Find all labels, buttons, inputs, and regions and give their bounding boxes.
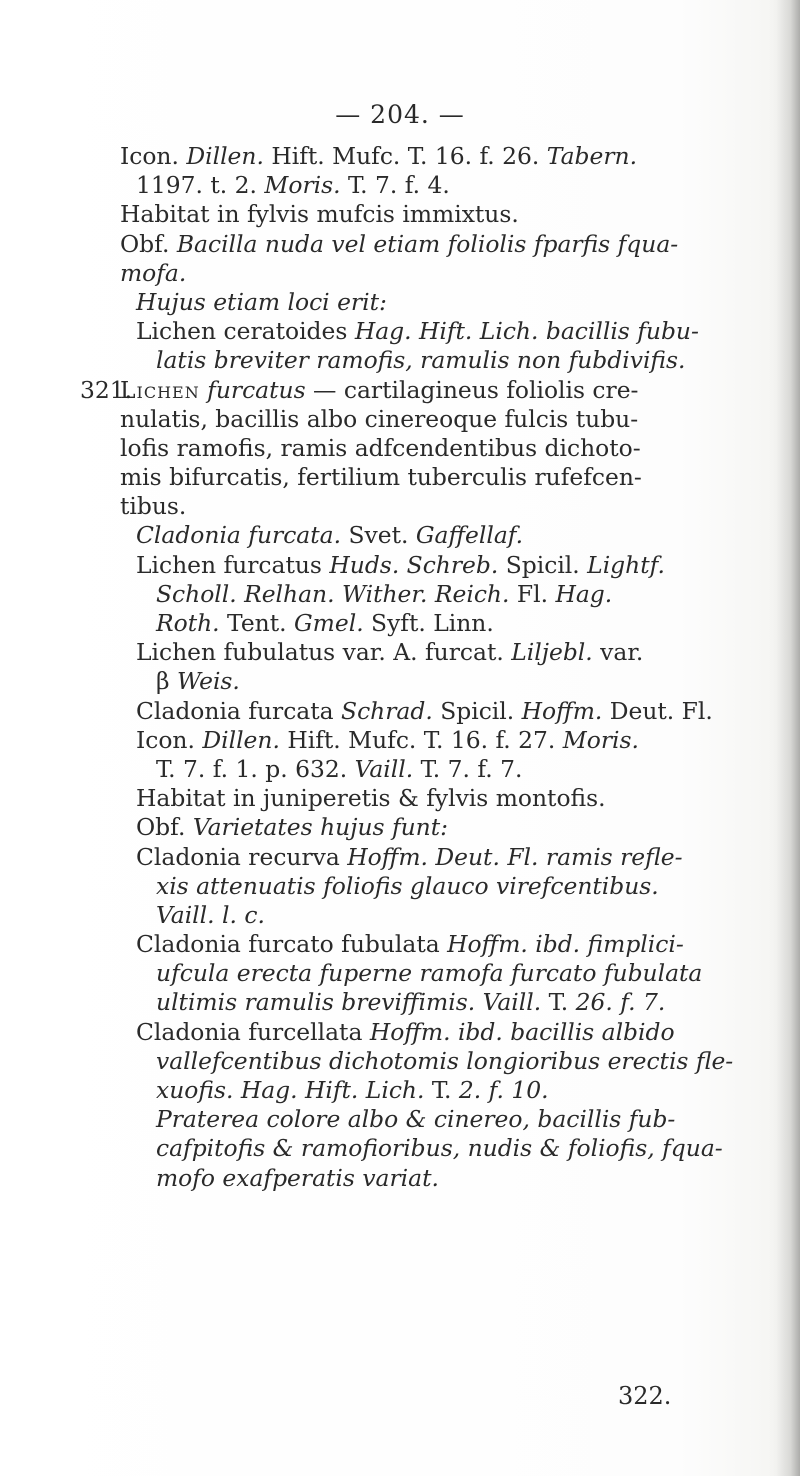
text-segment: T. bbox=[541, 988, 576, 1017]
text-line bbox=[120, 346, 770, 375]
italic-segment: Hag. bbox=[555, 579, 613, 608]
italic-segment: Weis. bbox=[176, 667, 240, 696]
text-line bbox=[120, 667, 770, 696]
text-segment: Cladonia furcato fubulata bbox=[136, 930, 448, 959]
text-line bbox=[120, 1076, 770, 1105]
italic-segment: Lightf. bbox=[587, 550, 665, 579]
text-segment: var. bbox=[592, 638, 644, 667]
italic-segment: Hoffm. Deut. Fl. ramis refle- bbox=[347, 842, 683, 871]
text-line bbox=[120, 843, 770, 872]
text-line bbox=[120, 1047, 770, 1076]
italic-segment: Bacilla nuda vel etiam foliolis fparfis fqua- bbox=[176, 229, 679, 258]
text-line bbox=[120, 492, 770, 521]
text-segment: — cartilagineus foliolis cre- bbox=[305, 375, 639, 404]
text-segment: Lichen fubulatus var. A. furcat. bbox=[136, 638, 512, 667]
text-segment: Cladonia recurva bbox=[136, 842, 348, 871]
italic-segment: Hoffm. bbox=[521, 696, 603, 725]
italic-segment: Hag. Hift. Lich. bacillis fubu- bbox=[354, 317, 699, 346]
text-segment: Spicil. bbox=[498, 550, 588, 579]
italic-segment: Hujus etiam loci erit: bbox=[136, 287, 387, 316]
text-line bbox=[120, 434, 770, 463]
text-segment: Cladonia furcellata bbox=[136, 1017, 370, 1046]
text-segment: mis bifurcatis, fertilium tuberculis rufefcen- bbox=[120, 463, 642, 492]
text-line bbox=[120, 142, 770, 171]
italic-segment: ultimis ramulis breviffimis. Vaill. bbox=[156, 988, 542, 1017]
italic-segment: Praterea colore albo & cinereo, bacillis fub- bbox=[156, 1105, 676, 1134]
text-segment: Lichen furcatus bbox=[136, 550, 330, 579]
text-segment: Hift. Mufc. T. 16. f. 26. bbox=[263, 142, 547, 170]
text-line bbox=[120, 930, 770, 959]
text-line bbox=[120, 609, 770, 638]
text-line bbox=[120, 580, 770, 609]
text-segment: T. 7. f. 4. bbox=[340, 171, 450, 200]
italic-segment: Liljebl. bbox=[511, 638, 593, 667]
text-line bbox=[120, 697, 770, 726]
italic-segment: ufcula erecta fuperne ramofa furcato fubulata bbox=[156, 959, 703, 988]
italic-segment: Cladonia furcata. bbox=[136, 521, 342, 550]
italic-segment: xis attenuatis foliofis glauco virefcentibus. bbox=[156, 871, 659, 900]
italic-segment: Huds. Schreb. bbox=[329, 550, 499, 579]
text-line bbox=[120, 1134, 770, 1163]
text-segment: tibus. bbox=[120, 492, 187, 521]
page-number: — 204. — bbox=[335, 100, 465, 129]
text-line bbox=[120, 959, 770, 988]
italic-segment: mofo exafperatis variat. bbox=[156, 1163, 439, 1192]
italic-segment: 26. f. 7. bbox=[575, 988, 666, 1017]
text-segment: Fl. bbox=[509, 579, 556, 608]
text-segment: T. bbox=[424, 1076, 459, 1104]
text-segment: T. 7. f. 7. bbox=[413, 754, 523, 783]
italic-segment: 2. f. 10. bbox=[458, 1076, 549, 1104]
italic-segment: Dillen. bbox=[186, 142, 264, 170]
text-line bbox=[120, 784, 770, 813]
text-line bbox=[120, 288, 770, 317]
text-segment: Lichen ceratoides bbox=[136, 317, 355, 346]
text-line bbox=[120, 901, 770, 930]
text-line bbox=[120, 638, 770, 667]
text-segment: Hift. Mufc. T. 16. f. 27. bbox=[279, 725, 563, 754]
text-line bbox=[120, 813, 770, 842]
italic-segment: Gmel. bbox=[294, 609, 364, 637]
text-segment: Spicil. bbox=[432, 696, 522, 725]
italic-segment: Dillen. bbox=[202, 725, 280, 754]
text-segment: Obf. bbox=[136, 813, 193, 842]
italic-segment: Schrad. bbox=[341, 696, 433, 725]
text-line bbox=[80, 375, 770, 405]
italic-segment: Tabern. bbox=[546, 142, 638, 170]
text-segment: 1197. t. 2. bbox=[136, 171, 265, 200]
text-segment: lofis ramofis, ramis adfcendentibus dichoto- bbox=[120, 433, 641, 462]
italic-segment: Vaill. l. c. bbox=[156, 900, 265, 929]
text-segment: nulatis, bacillis albo cinereoque fulcis tubu- bbox=[120, 404, 639, 433]
text-segment: Lichen bbox=[120, 375, 200, 404]
entry-number: 321. bbox=[80, 375, 133, 404]
page-edge-shadow bbox=[776, 0, 800, 1476]
text-segment: Icon. bbox=[120, 142, 187, 170]
italic-segment: xuofis. Hag. Hift. Lich. bbox=[156, 1076, 425, 1104]
italic-segment: Hoffm. ibd. bacillis albido bbox=[369, 1017, 675, 1046]
italic-segment: vallefcentibus dichotomis longioribus erectis fle- bbox=[156, 1046, 734, 1075]
text-line bbox=[120, 755, 770, 784]
text-line bbox=[120, 988, 770, 1017]
text-line bbox=[120, 521, 770, 550]
text-line bbox=[120, 551, 770, 580]
italic-segment: Roth. bbox=[156, 609, 220, 637]
text-line bbox=[120, 405, 770, 434]
text-segment: Obf. bbox=[120, 229, 177, 258]
text-segment: Icon. bbox=[136, 725, 203, 754]
text-segment: Cladonia furcata bbox=[136, 696, 342, 725]
text-line bbox=[120, 872, 770, 901]
body-text bbox=[80, 142, 770, 1193]
text-line bbox=[120, 1018, 770, 1047]
text-segment: Habitat in fylvis mufcis immixtus. bbox=[120, 200, 519, 229]
text-line bbox=[120, 230, 770, 259]
text-segment: β bbox=[156, 667, 177, 696]
text-segment: Syft. Linn. bbox=[363, 609, 494, 637]
text-line bbox=[120, 726, 770, 755]
italic-segment: Moris. bbox=[562, 725, 639, 754]
italic-segment: cafpitofis & ramofioribus, nudis & foliofis, fqua- bbox=[156, 1134, 723, 1163]
italic-segment: Varietates hujus funt: bbox=[192, 813, 449, 842]
text-line bbox=[120, 1105, 770, 1134]
italic-segment: mofa. bbox=[120, 258, 187, 287]
italic-segment: furcatus bbox=[207, 375, 306, 404]
text-segment: Tent. bbox=[219, 609, 294, 637]
text-segment: Habitat in juniperetis & fylvis montofis. bbox=[136, 784, 606, 813]
text-segment: T. 7. f. 1. p. 632. bbox=[156, 754, 355, 783]
text-line bbox=[120, 171, 770, 200]
text-line bbox=[120, 317, 770, 346]
italic-segment: Moris. bbox=[264, 171, 341, 200]
text-line bbox=[120, 259, 770, 288]
text-line bbox=[120, 463, 770, 492]
text-segment: Deut. Fl. bbox=[602, 696, 713, 725]
italic-segment: Scholl. Relhan. Wither. Reich. bbox=[156, 579, 510, 608]
italic-segment: Hoffm. ibd. fimplici- bbox=[447, 930, 684, 959]
italic-segment: latis breviter ramofis, ramulis non fubdivifis. bbox=[156, 346, 686, 375]
text-segment: Svet. bbox=[341, 521, 416, 550]
text-line bbox=[120, 1164, 770, 1193]
italic-segment: Gaffellaf. bbox=[415, 521, 524, 550]
catchword: 322. bbox=[618, 1382, 672, 1410]
italic-segment: Vaill. bbox=[354, 754, 414, 783]
text-line bbox=[120, 200, 770, 229]
